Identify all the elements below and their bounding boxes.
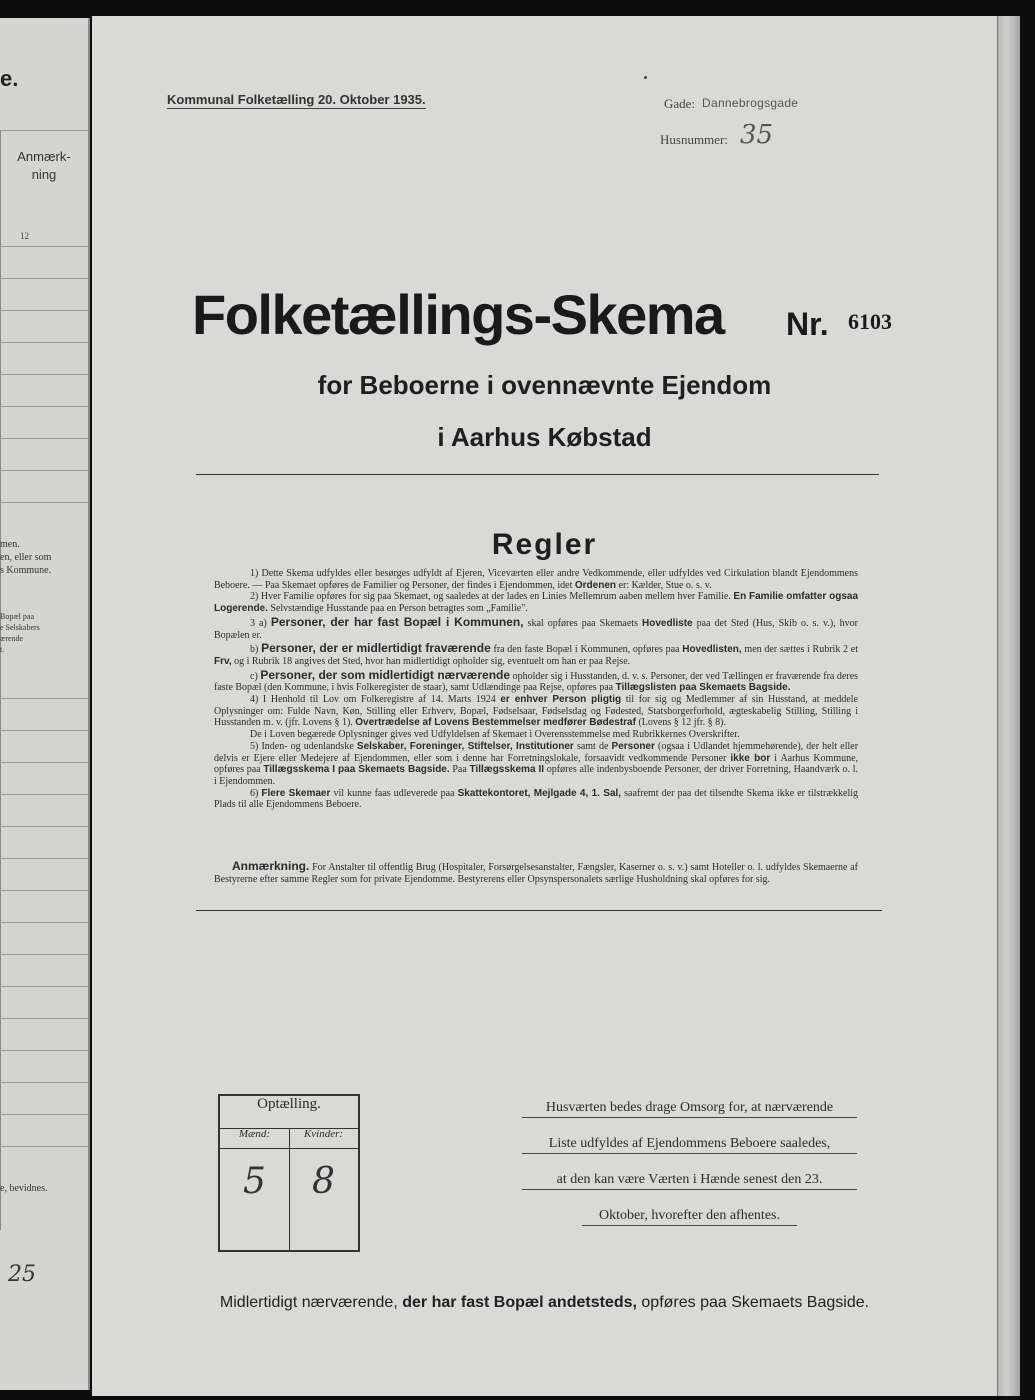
remark-title: Anmærkning.: [232, 859, 310, 873]
table-rule: [0, 730, 88, 731]
census-header: Kommunal Folketælling 20. Oktober 1935.: [167, 92, 426, 107]
form-number-label: Nr.: [786, 306, 829, 342]
notice-line-2: Liste udfyldes af Ejendommens Beboere saaledes,: [522, 1136, 857, 1154]
table-rule: [0, 986, 88, 987]
page-stack-edge: [997, 16, 1020, 1396]
text-fragment: e Selskabers: [0, 623, 40, 632]
table-rule: [0, 246, 88, 247]
footer-note: [92, 1294, 997, 1312]
rule-4-cont: De i Loven begærede Oplysninger gives ved Udfyldelsen af Skemaet i Overensstemmelse med Rubrikkernes Overskrifter.: [250, 729, 740, 741]
table-rule: [0, 1050, 88, 1051]
table-rule: [0, 470, 88, 471]
house-number-value: 35: [740, 120, 774, 150]
table-rule: [0, 826, 88, 827]
table-rule: [0, 1018, 88, 1019]
table-rule: [0, 130, 88, 131]
text-fragment: en, eller som: [0, 552, 52, 563]
remark-text: For Anstalter til offentlig Brug (Hospitaler, Forsørgelsesanstalter, Fængsler, Kaserner o. s. v.) samt Hoteller o. l. udfyldes Skemaerne af Bestyrerne efter samme Regler som for private Ejendomme. Bestyrerens eller Opsynspersonalets særlige Husholdning skal opføres for sig.: [214, 862, 858, 885]
table-rule: [0, 438, 88, 439]
rules-text: [214, 568, 858, 811]
handwritten-number: 25: [8, 1262, 36, 1287]
census-form-page: [92, 16, 997, 1396]
form-number-value: 6103: [848, 309, 892, 334]
text-fragment: e, bevidnes.: [0, 1183, 48, 1194]
remark-note: [214, 859, 858, 885]
text-fragment: s Kommune.: [0, 565, 52, 576]
divider-rule: [196, 474, 879, 475]
notice-line-3: at den kan være Værten i Hænde senest den 23.: [522, 1172, 857, 1190]
text-fragment: Bopæl paa: [0, 612, 34, 621]
table-rule: [0, 374, 88, 375]
column-number: 12: [20, 231, 29, 241]
women-column: [289, 1128, 358, 1250]
table-rule: [0, 310, 88, 311]
house-number-label: Husnummer:: [660, 132, 728, 147]
women-count: 8: [312, 1161, 335, 1202]
form-subtitle: for Beboerne i ovennævnte Ejendom: [317, 370, 772, 400]
table-rule: [0, 1082, 88, 1083]
notice-line-4: Oktober, hvorefter den afhentes.: [582, 1208, 797, 1226]
rule-3a: 3 a) Personer, der har fast Bopæl i Kommunen, skal opføres paa Skemaets Hovedliste paa det Sted (Hus, Skib o. s. v.), hvor Bopælen er.: [214, 614, 859, 641]
remarks-header-line-1: Anmærk-: [17, 149, 71, 164]
men-label: Mænd:: [220, 1128, 289, 1149]
table-rule: [0, 278, 88, 279]
table-rule: [0, 1114, 88, 1115]
rule-1: 1) Dette Skema udfyldes eller besørges udfyldt af Ejeren, Viceværten eller andre Vedkommende, eller udfyldes ved Cirkulation blandt Ejendommens Beboere. — Paa Skemaet opføres de Familier og Personer, der findes i Ejendommen, idet Ordenen er: Kælder, Stue o. s. v.: [214, 568, 858, 591]
divider-rule: [196, 910, 882, 911]
rule-4: 4) I Henhold til Lov om Folkeregistre af 14. Marts 1924 er enhver Person pligtig til for sig og Medlemmer af sin Husstand, at meddele Oplysninger om: Fulde Navn, Køn, Stilling eller Erhverv, Bopæl, Fødselsaar, Fødselsdag og Fødested, Statsborgerforhold, ægteskabelig Stilling, Stilling i Husstanden m. v. (jfr. Lovens § 1). Overtrædelse af Lovens Bestemmelser medfører Bødestraf (Lovens § 12 jfr. § 8).: [214, 694, 859, 729]
table-rule: [0, 1146, 88, 1147]
rule-3c: c) Personer, der som midlertidigt nærværende opholder sig i Husstanden, d. v. s. Personer, der ved Tællingen er fraværende fra deres faste Bopæl (den Kommune, i hvis Folkeregister de staar), samt Udlændinge paa Rejse, opføres paa Tillægslisten paa Skemaets Bagside.: [214, 667, 859, 694]
rule-2: 2) Hver Familie opføres for sig paa Skemaet, og saaledes at der lades en Linies Mellemrum aaben mellem hver Familie. En Familie omfatter ogsaa Logerende. Selvstændige Husstande paa en Person betragtes som „Familie".: [214, 591, 859, 615]
column-divider: [0, 130, 1, 1230]
rules-heading: Regler: [491, 528, 598, 561]
rule-6: 6) Flere Skemaer vil kunne faas udleverede paa Skattekontoret, Mejlgade 4, 1. Sal, saafremt der paa det tilsendte Skema ikke er tilstrækkelig Plads til alle Ejendommens Beboere.: [214, 787, 859, 811]
previous-page-letter: e.: [0, 66, 19, 91]
form-subtitle-city: i Aarhus Købstad: [437, 422, 652, 452]
men-count: 5: [243, 1161, 266, 1202]
notice-line-1: Husværten bedes drage Omsorg for, at nærværende: [522, 1100, 857, 1118]
street-label: Gade:: [664, 96, 696, 111]
table-rule: [0, 922, 88, 923]
table-rule: [0, 794, 88, 795]
count-box: [218, 1094, 360, 1252]
table-rule: [0, 858, 88, 859]
footer-part-2: der har fast Bopæl andetsteds,: [402, 1294, 637, 1311]
ink-speck: [644, 76, 647, 79]
table-rule: [0, 406, 88, 407]
table-rule: [0, 502, 88, 503]
remarks-column-header: [4, 148, 84, 184]
table-rule: [0, 954, 88, 955]
footer-part-3: opføres paa Skemaets Bagside.: [641, 1294, 870, 1311]
street-value: Dannebrogsgade: [702, 96, 799, 110]
table-rule: [0, 342, 88, 343]
text-fragment: t.: [0, 645, 5, 654]
rule-3b: b) Personer, der er midlertidigt fraværende fra den faste Bopæl i Kommunen, opføres paa Hovedlisten, men der sættes i Rubrik 2 et Frv, og i Rubrik 18 angives det Sted, hvor han midlertidigt opholder sig, eventuelt om han er paa Rejse.: [214, 641, 859, 667]
table-rule: [0, 890, 88, 891]
women-label: Kvinder:: [289, 1128, 358, 1149]
form-title: Folketællings-Skema: [192, 283, 724, 346]
count-title: Optælling.: [220, 1096, 358, 1129]
remarks-header-line-2: ning: [31, 167, 57, 182]
text-fragment: men.: [0, 539, 20, 550]
table-rule: [0, 698, 88, 699]
text-fragment: ærende: [0, 634, 24, 643]
footer-part-1: Midlertidigt nærværende,: [219, 1294, 398, 1311]
previous-page-strip: [0, 18, 90, 1390]
table-rule: [0, 762, 88, 763]
rule-5: 5) Inden- og udenlandske Selskaber, Foreninger, Stiftelser, Institutioner samt de Personer (ogsaa i Udlandet hjemmehørende), der helt eller delvis er Ejere eller Medejere af Ejendommen, eller som i denne har Forretningslokale, forsaavidt vedkommende Personer ikke bor i Aarhus Kommune, opføres paa Tillægsskema I paa Skemaets Bagside. Paa Tillægsskema II opføres alle indenbysboende Personer, der driver Forretning, Haandværk o. l. i Ejendommen.: [214, 740, 859, 787]
men-column: [220, 1128, 290, 1250]
